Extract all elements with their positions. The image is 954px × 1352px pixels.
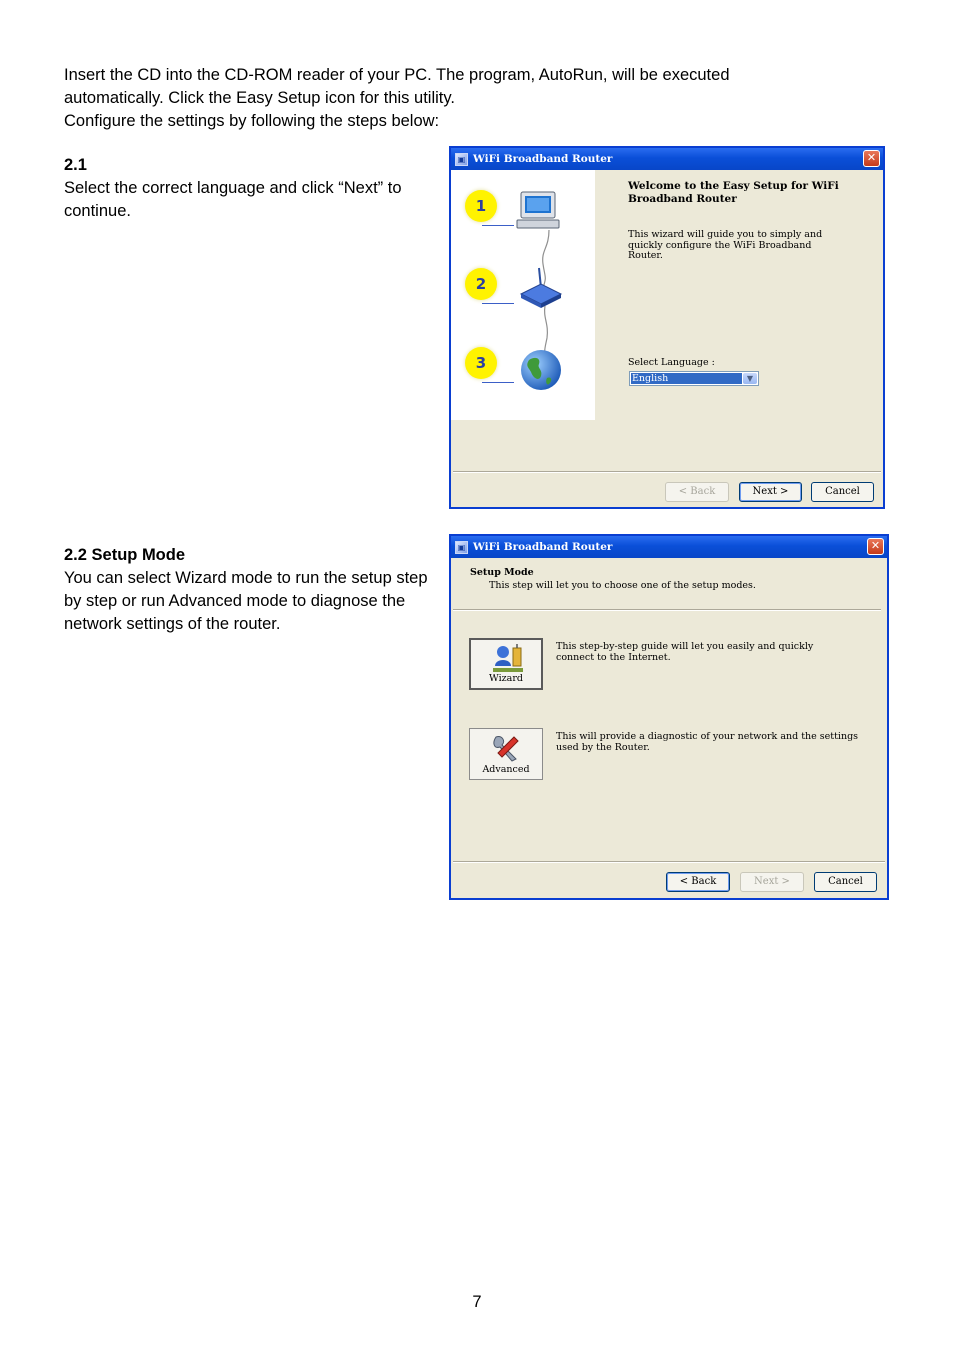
setup-mode-dialog (449, 534, 889, 900)
close-icon[interactable]: ✕ (863, 150, 880, 167)
language-select[interactable] (629, 371, 759, 386)
setup-mode-subtitle: This step will let you to choose one of the setup modes. (489, 580, 756, 591)
header-divider (453, 609, 881, 611)
step-2-underline (482, 303, 514, 304)
dialog2-title: WiFi Broadband Router (473, 541, 613, 553)
footer-divider (453, 471, 881, 473)
language-value: English (631, 373, 742, 384)
language-label: Select Language : (628, 357, 715, 368)
cancel-button[interactable]: Cancel (811, 482, 874, 502)
steps-panel (451, 170, 595, 420)
back-button[interactable]: < Back (666, 872, 730, 892)
wizard-label: Wizard (489, 673, 523, 684)
dialog1-title: WiFi Broadband Router (473, 153, 613, 165)
app-icon: ▣ (455, 153, 468, 166)
advanced-description: This will provide a diagnostic of your network and the settings used by the Router. (556, 731, 859, 753)
next-button[interactable]: Next > (740, 872, 804, 892)
advanced-label: Advanced (482, 764, 530, 775)
welcome-heading: Welcome to the Easy Setup for WiFi Broadband Router (628, 180, 839, 205)
computer-icon (515, 190, 563, 232)
setup-mode-heading: Setup Mode (470, 567, 534, 578)
section-2-2 (64, 544, 444, 636)
app-icon: ▣ (455, 541, 468, 554)
tools-icon (490, 733, 524, 763)
footer-divider (453, 861, 885, 863)
close-icon[interactable]: ✕ (867, 538, 884, 555)
step-3-badge: 3 (465, 347, 497, 379)
intro-text (64, 64, 864, 133)
globe-icon (519, 348, 563, 392)
dialog2-titlebar (451, 536, 887, 558)
back-button[interactable]: < Back (665, 482, 729, 502)
wizard-button[interactable] (469, 638, 543, 690)
page-number: 7 (472, 1293, 482, 1311)
wizard-description: This step-by-step guide will let you easily and quickly connect to the Internet. (556, 641, 814, 663)
language-dialog (449, 146, 885, 509)
step-1-underline (482, 225, 514, 226)
router-icon (517, 266, 563, 310)
step-3-underline (482, 382, 514, 383)
welcome-text: This wizard will guide you to simply and quickly configure the WiFi Broadband Router. (628, 229, 823, 261)
section-2-1 (64, 154, 444, 223)
cancel-button[interactable]: Cancel (814, 872, 877, 892)
step-2-badge: 2 (465, 268, 497, 300)
chevron-down-icon[interactable]: ▼ (743, 373, 757, 384)
next-button[interactable]: Next > (739, 482, 802, 502)
intro-line-1: Insert the CD into the CD-ROM reader of your PC. The program, AutoRun, will be executed (64, 66, 730, 84)
section-2-1-heading: 2.1 (64, 156, 87, 174)
intro-line-2: automatically. Click the Easy Setup icon for this utility. (64, 89, 455, 107)
dialog1-titlebar (451, 148, 883, 170)
intro-line-3: Configure the settings by following the steps below: (64, 112, 440, 130)
step-1-badge: 1 (465, 190, 497, 222)
advanced-button[interactable] (469, 728, 543, 780)
section-2-1-body: Select the correct language and click “Next” to continue. (64, 179, 402, 220)
wizard-icon (491, 644, 525, 674)
section-2-2-heading: 2.2 Setup Mode (64, 546, 186, 564)
section-2-2-body: You can select Wizard mode to run the setup step by step or run Advanced mode to diagnose the network settings of the router. (64, 569, 428, 633)
